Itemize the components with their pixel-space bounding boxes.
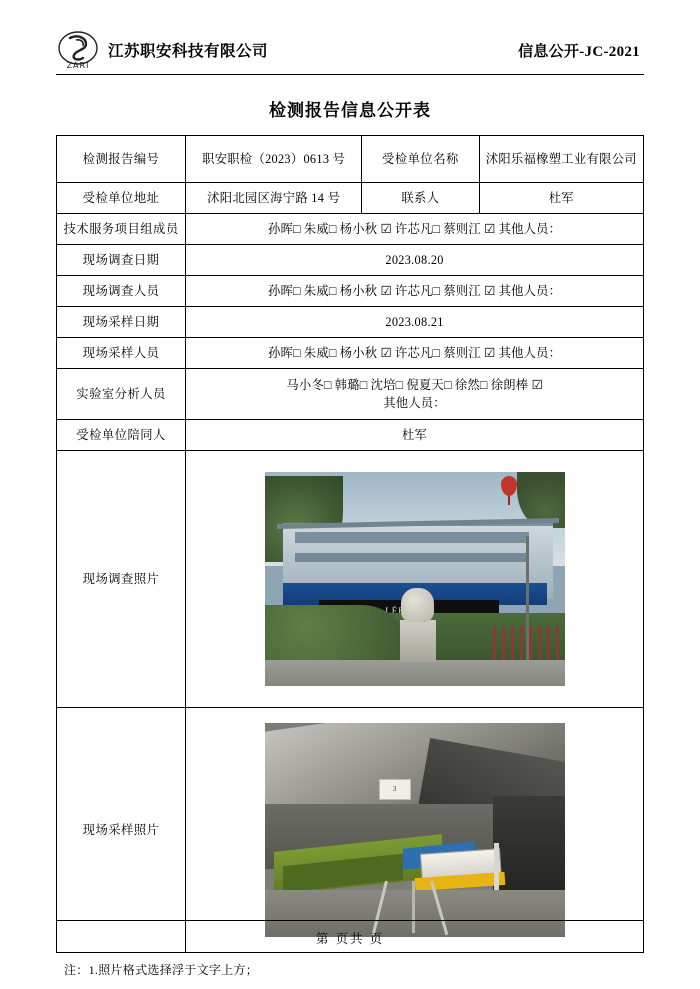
client-label: 受检单位名称	[362, 136, 479, 183]
page-footer	[56, 920, 644, 947]
table-row	[57, 307, 644, 338]
lab-people-label: 实验室分析人员	[57, 369, 186, 420]
document-code: 信息公开-JC-2021	[518, 43, 640, 60]
team-label: 技术服务项目组成员	[57, 214, 186, 245]
table-row-photo-sampling	[57, 708, 644, 953]
table-row	[57, 420, 644, 451]
escort-value: 杜军	[186, 420, 644, 451]
footnote: 注：1.照片格式选择浮于文字上方；	[64, 963, 259, 977]
company-logo-icon	[56, 28, 100, 72]
sampling-photo-image	[265, 723, 565, 937]
brand	[56, 28, 268, 72]
page-title: 检测报告信息公开表	[269, 101, 431, 120]
page-header	[56, 26, 644, 78]
photo-sampling-cell	[186, 708, 644, 953]
report-no-value: 职安职检（2023）0613 号	[186, 136, 362, 183]
address-value: 沭阳北园区海宁路 14 号	[186, 183, 362, 214]
table-row	[57, 369, 644, 420]
survey-people-value: 孙晖□ 朱威□ 杨小秋 ☑ 许芯凡□ 蔡则江 ☑ 其他人员：	[186, 276, 644, 307]
footer-divider	[56, 920, 644, 921]
lab-people-line-2: 其他人员：	[383, 396, 446, 410]
contact-value: 杜军	[479, 183, 643, 214]
sampling-tag-text: 3	[379, 779, 411, 800]
table-row	[57, 214, 644, 245]
sampling-date-value: 2023.08.21	[186, 307, 644, 338]
photo-sampling-label: 现场采样照片	[57, 708, 186, 953]
survey-date-value: 2023.08.20	[186, 245, 644, 276]
table-row	[57, 276, 644, 307]
lab-people-line-1: 马小冬□ 韩璐□ 沈培□ 倪夏天□ 徐然□ 徐朗棒 ☑	[286, 377, 543, 392]
report-no-label: 检测报告编号	[57, 136, 186, 183]
table-row-photo-survey	[57, 451, 644, 708]
survey-people-label: 现场调查人员	[57, 276, 186, 307]
table-row	[57, 338, 644, 369]
survey-photo-image	[265, 472, 565, 686]
address-label: 受检单位地址	[57, 183, 186, 214]
table-row	[57, 136, 644, 183]
page-number: 第 页共 页	[315, 932, 385, 946]
photo-survey-cell	[186, 451, 644, 708]
svg-text:ZARI: ZARI	[66, 61, 90, 70]
survey-date-label: 现场调查日期	[57, 245, 186, 276]
header-divider	[56, 74, 644, 75]
photo-survey-label: 现场调查照片	[57, 451, 186, 708]
team-value: 孙晖□ 朱威□ 杨小秋 ☑ 许芯凡□ 蔡则江 ☑ 其他人员：	[186, 214, 644, 245]
lab-people-value	[186, 369, 644, 420]
sampling-people-value: 孙晖□ 朱威□ 杨小秋 ☑ 许芯凡□ 蔡则江 ☑ 其他人员：	[186, 338, 644, 369]
sampling-date-label: 现场采样日期	[57, 307, 186, 338]
info-table	[56, 135, 644, 953]
table-row	[57, 183, 644, 214]
table-row	[57, 245, 644, 276]
sampling-people-label: 现场采样人员	[57, 338, 186, 369]
company-name: 江苏职安科技有限公司	[108, 43, 269, 60]
contact-label: 联系人	[362, 183, 479, 214]
escort-label: 受检单位陪同人	[57, 420, 186, 451]
client-value: 沭阳乐福橡塑工业有限公司	[479, 136, 643, 183]
